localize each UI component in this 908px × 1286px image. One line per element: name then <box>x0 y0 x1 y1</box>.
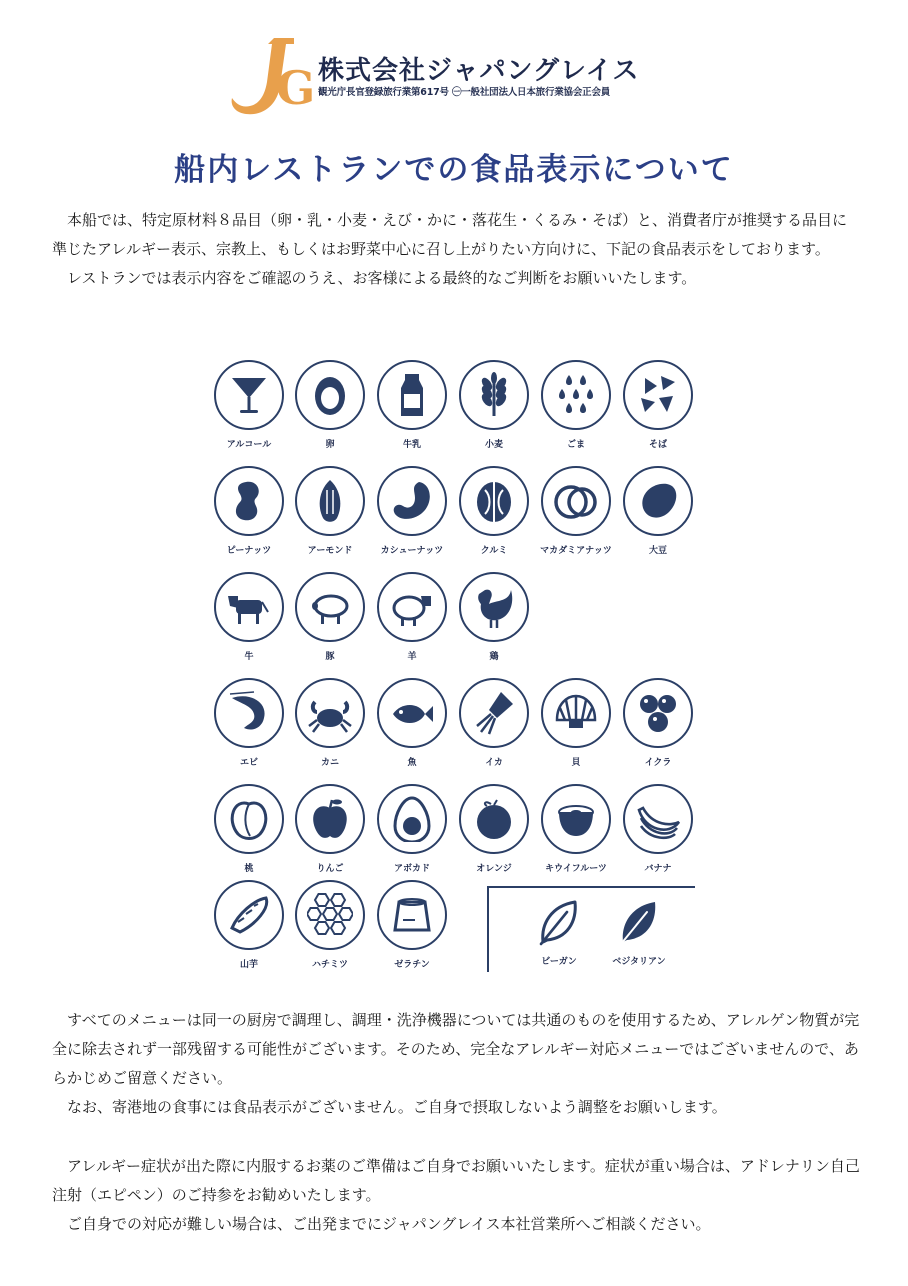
allergen-item <box>211 360 287 450</box>
icon-circle <box>377 784 447 854</box>
icon-circle <box>377 678 447 748</box>
allergen-item <box>211 880 287 970</box>
diet-divider-vertical <box>487 886 489 972</box>
allergen-label: アルコール <box>226 440 272 450</box>
allergen-item <box>620 784 696 874</box>
allergen-item <box>292 466 368 556</box>
icon-circle <box>377 360 447 430</box>
allergen-label: アボカド <box>393 864 430 874</box>
company-name: 株式会社ジャパングレイス <box>318 56 640 86</box>
apple-icon <box>307 796 353 842</box>
intro-text <box>52 206 860 293</box>
macadamia-icon <box>553 478 599 524</box>
gelatin-icon <box>389 892 435 938</box>
allergen-label: イクラ <box>644 758 672 768</box>
allergen-label: 小麦 <box>484 440 503 450</box>
icon-circle <box>459 360 529 430</box>
icon-circle <box>295 678 365 748</box>
allergen-label: 鶏 <box>489 652 499 662</box>
peanut-icon <box>226 478 272 524</box>
allergen-item <box>538 678 614 768</box>
crab-icon <box>307 690 353 736</box>
egg-icon <box>307 372 353 418</box>
help-paragraph: アレルギー症状が出た際に内服するお薬のご準備はご自身でお願いいたします。症状が重い場合は、アドレナリン自己注射（エピペン）のご持参をお勧めいたします。 <box>52 1157 860 1204</box>
icon-circle <box>459 784 529 854</box>
allergen-item <box>292 572 368 662</box>
help-paragraph: ご自身での対応が難しい場合は、ご出発までにジャパングレイス本社営業所へご相談ください。 <box>67 1215 711 1233</box>
icon-circle <box>295 466 365 536</box>
allergen-label: マカダミアナッツ <box>540 546 612 556</box>
milk-bottle-icon <box>389 372 435 418</box>
allergen-item <box>456 784 532 874</box>
icon-circle <box>377 466 447 536</box>
page-title: 船内レストランでの食品表示について <box>174 152 734 188</box>
jg-logo <box>228 34 318 118</box>
buckwheat-icon <box>635 372 681 418</box>
allergen-label: クルミ <box>480 546 508 556</box>
leaf-filled-icon <box>617 898 661 946</box>
allergen-label: 卵 <box>325 440 335 450</box>
allergen-label: ゼラチン <box>394 960 430 970</box>
cashew-icon <box>389 478 435 524</box>
svg-text:G: G <box>276 61 316 115</box>
icon-circle <box>623 360 693 430</box>
allergen-label: カシューナッツ <box>380 546 444 556</box>
allergen-item <box>374 678 450 768</box>
icon-circle <box>541 360 611 430</box>
avocado-icon <box>389 796 435 842</box>
allergen-item <box>456 678 532 768</box>
orange-icon <box>471 796 517 842</box>
allergen-item <box>211 678 287 768</box>
notice-paragraph: なお、寄港地の食事には食品表示がございません。ご自身で摂取しないよう調整をお願いします。 <box>67 1098 727 1116</box>
allergen-item <box>620 360 696 450</box>
allergen-item <box>292 360 368 450</box>
walnut-icon <box>471 478 517 524</box>
allergen-label: オレンジ <box>476 864 512 874</box>
allergen-item <box>538 466 614 556</box>
allergen-label: ハチミツ <box>311 960 348 970</box>
salmon-roe-icon <box>635 690 681 736</box>
icon-circle <box>459 572 529 642</box>
icon-circle <box>214 360 284 430</box>
shrimp-icon <box>226 690 272 736</box>
icon-circle <box>377 572 447 642</box>
soybean-icon <box>635 478 681 524</box>
icon-circle <box>295 784 365 854</box>
icon-circle <box>623 466 693 536</box>
cocktail-glass-icon <box>226 372 272 418</box>
icon-circle <box>295 572 365 642</box>
allergen-item <box>538 784 614 874</box>
icon-circle <box>541 466 611 536</box>
cross-contamination-notice <box>52 1006 860 1122</box>
diet-divider-horizontal <box>487 886 695 888</box>
allergen-label: エビ <box>239 758 258 768</box>
cow-icon <box>226 584 272 630</box>
allergen-item <box>374 880 450 970</box>
icon-circle <box>295 880 365 950</box>
allergen-item <box>456 360 532 450</box>
allergen-label: キウイフルーツ <box>545 864 607 874</box>
icon-circle <box>623 678 693 748</box>
allergen-item <box>211 784 287 874</box>
allergen-label: 羊 <box>407 652 417 662</box>
allergen-label: 貝 <box>571 758 581 768</box>
allergen-label: 桃 <box>244 864 254 874</box>
diet-label: ベジタリアン <box>612 957 666 967</box>
banana-icon <box>635 796 681 842</box>
allergen-label: ごま <box>566 440 585 450</box>
allergen-item <box>292 880 368 970</box>
yam-icon <box>226 892 272 938</box>
allergen-label: 魚 <box>407 758 417 768</box>
shell-icon <box>553 690 599 736</box>
honeycomb-icon <box>307 892 353 938</box>
icon-circle <box>295 360 365 430</box>
intro-paragraph: 本船では、特定原材料８品目（卵・乳・小麦・えび・かに・落花生・くるみ・そば）と、消費者庁が推奨する品目に準じたアレルギー表示、宗教上、もしくはお野菜中心に召し上がりたい方向けに、下記の食品表示をしております。 <box>52 211 848 258</box>
allergen-label: バナナ <box>644 864 672 874</box>
allergen-item <box>456 466 532 556</box>
wheat-icon <box>471 372 517 418</box>
allergen-label: アーモンド <box>307 546 353 556</box>
allergen-label: そば <box>648 440 667 450</box>
notice-paragraph: すべてのメニューは同一の厨房で調理し、調理・洗浄機器については共通のものを使用するため、アレルゲン物質が完全に除去されず一部残留する可能性がございます。そのため、完全なアレルギー対応メニューではございませんので、あらかじめご留意ください。 <box>52 1011 860 1087</box>
allergen-item <box>211 572 287 662</box>
icon-circle <box>214 678 284 748</box>
allergen-item <box>374 360 450 450</box>
allergen-item <box>456 572 532 662</box>
diet-label: ビーガン <box>541 957 577 967</box>
allergen-item <box>620 678 696 768</box>
peach-icon <box>226 796 272 842</box>
allergen-item <box>211 466 287 556</box>
pig-icon <box>307 584 353 630</box>
company-registration: 観光庁長官登録旅行業第617号 ㊀一般社団法人日本旅行業協会正会員 <box>318 87 611 98</box>
icon-circle <box>541 784 611 854</box>
sesame-icon <box>553 372 599 418</box>
allergen-label: 牛 <box>244 652 254 662</box>
company-header <box>228 34 688 118</box>
allergen-item <box>374 572 450 662</box>
allergen-label: 豚 <box>325 652 335 662</box>
medication-notice <box>52 1152 860 1239</box>
allergen-item <box>292 678 368 768</box>
allergen-label: イカ <box>485 758 503 768</box>
icon-circle <box>377 880 447 950</box>
diet-item-vegan <box>524 898 594 967</box>
intro-paragraph: レストランでは表示内容をご確認のうえ、お客様による最終的なご判断をお願いいたします。 <box>67 269 697 287</box>
allergen-item <box>374 466 450 556</box>
allergen-label: カニ <box>320 758 339 768</box>
sheep-icon <box>389 584 435 630</box>
allergen-label: 山芋 <box>239 960 258 970</box>
icon-circle <box>541 678 611 748</box>
icon-circle <box>214 572 284 642</box>
allergen-item <box>292 784 368 874</box>
icon-circle <box>459 678 529 748</box>
allergen-item <box>538 360 614 450</box>
icon-circle <box>214 880 284 950</box>
allergen-label: りんご <box>316 864 344 874</box>
kiwi-icon <box>553 796 599 842</box>
allergen-item <box>374 784 450 874</box>
diet-item-vegetarian <box>604 898 674 967</box>
almond-icon <box>307 478 353 524</box>
allergen-label: 牛乳 <box>402 440 421 450</box>
icon-circle <box>459 466 529 536</box>
leaf-outline-icon <box>537 898 581 946</box>
icon-circle <box>214 466 284 536</box>
allergen-label: ピーナッツ <box>226 546 272 556</box>
icon-circle <box>623 784 693 854</box>
allergen-label: 大豆 <box>648 546 667 556</box>
allergen-item <box>620 466 696 556</box>
squid-icon <box>471 690 517 736</box>
fish-icon <box>389 690 435 736</box>
icon-circle <box>214 784 284 854</box>
chicken-icon <box>471 584 517 630</box>
